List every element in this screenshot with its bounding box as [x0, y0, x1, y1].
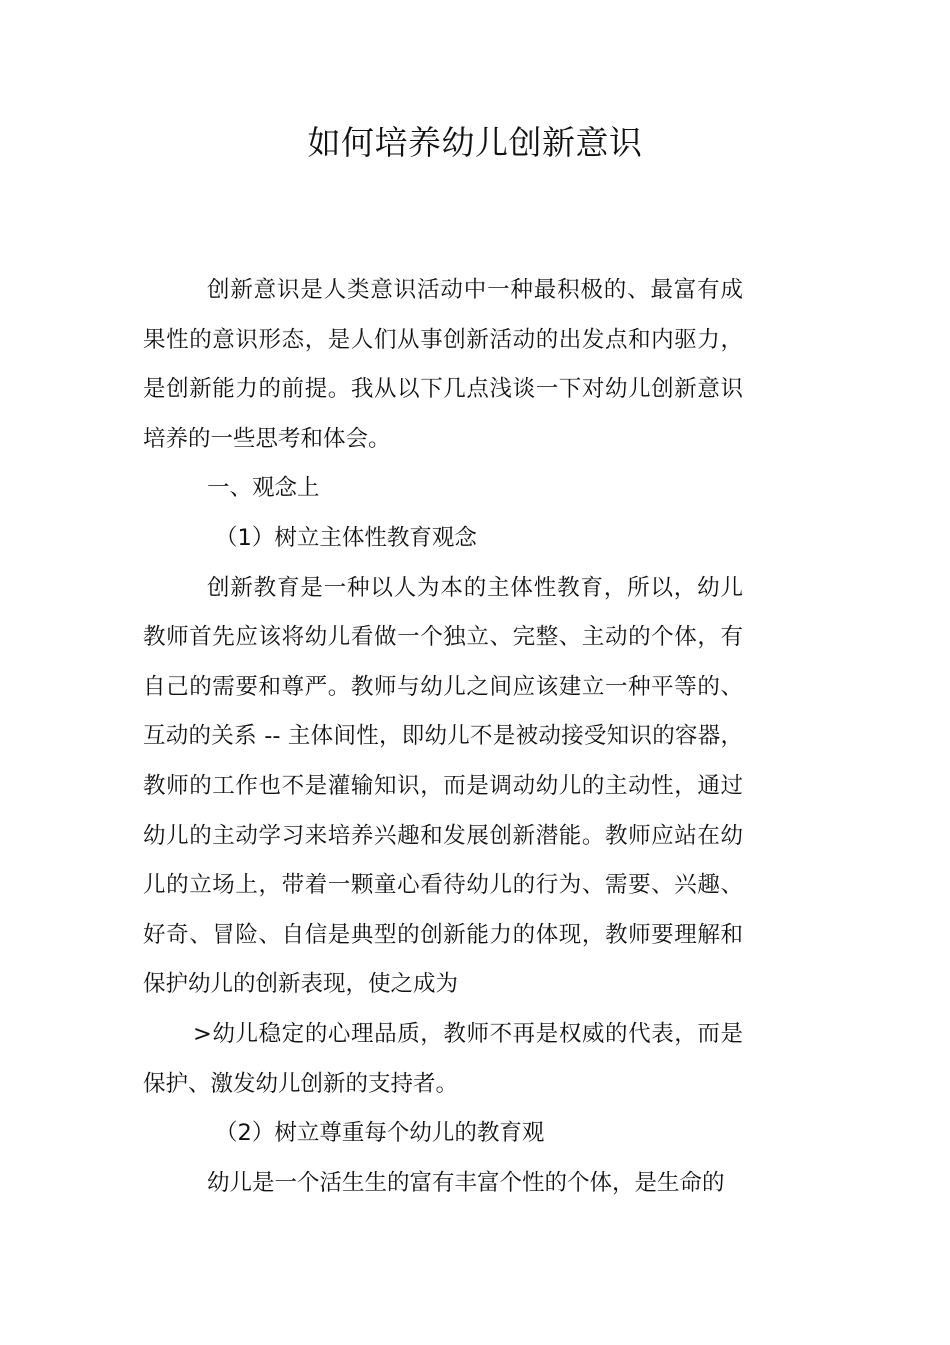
paragraph-intro: 创新意识是人类意识活动中一种最积极的、最富有成果性的意识形态，是人们从事创新活动的出发点和内驱力，是创新能力的前提。我从以下几点浅谈一下对幼儿创新意识培养的一些思考和体会。	[143, 277, 743, 452]
document-body	[143, 266, 743, 1208]
subheading-subject-education: （1）树立主体性教育观念	[215, 524, 477, 551]
paragraph-continuation: >幼儿稳定的心理品质，教师不再是权威的代表，而是保护、激发幼儿创新的支持者。	[143, 1020, 743, 1097]
paragraph-subject-education: 创新教育是一种以人为本的主体性教育，所以，幼儿教师首先应该将幼儿看做一个独立、完整、主动的个体，有自己的需要和尊严。教师与幼儿之间应该建立一种平等的、互动的关系 -- 主体间性，即幼儿不是被动接受知识的容器，教师的工作也不是灌输知识，而是调动幼儿的主动性，通过幼儿的主动学习来培养兴趣和发展创新潜能。教师应站在幼儿的立场上，带着一颗童心看待幼儿的行为、需要、兴趣、好奇、冒险、自信是典型的创新能力的体现，教师要理解和保护幼儿的创新表现，使之成为	[143, 574, 743, 998]
paragraph-respect-each-child: 幼儿是一个活生生的富有丰富个性的个体，是生命的	[207, 1169, 725, 1196]
section-heading-concept: 一、观念上	[207, 475, 320, 502]
document-title: 如何培养幼儿创新意识	[307, 123, 643, 162]
subheading-respect-each-child: （2）树立尊重每个幼儿的教育观	[215, 1120, 545, 1147]
